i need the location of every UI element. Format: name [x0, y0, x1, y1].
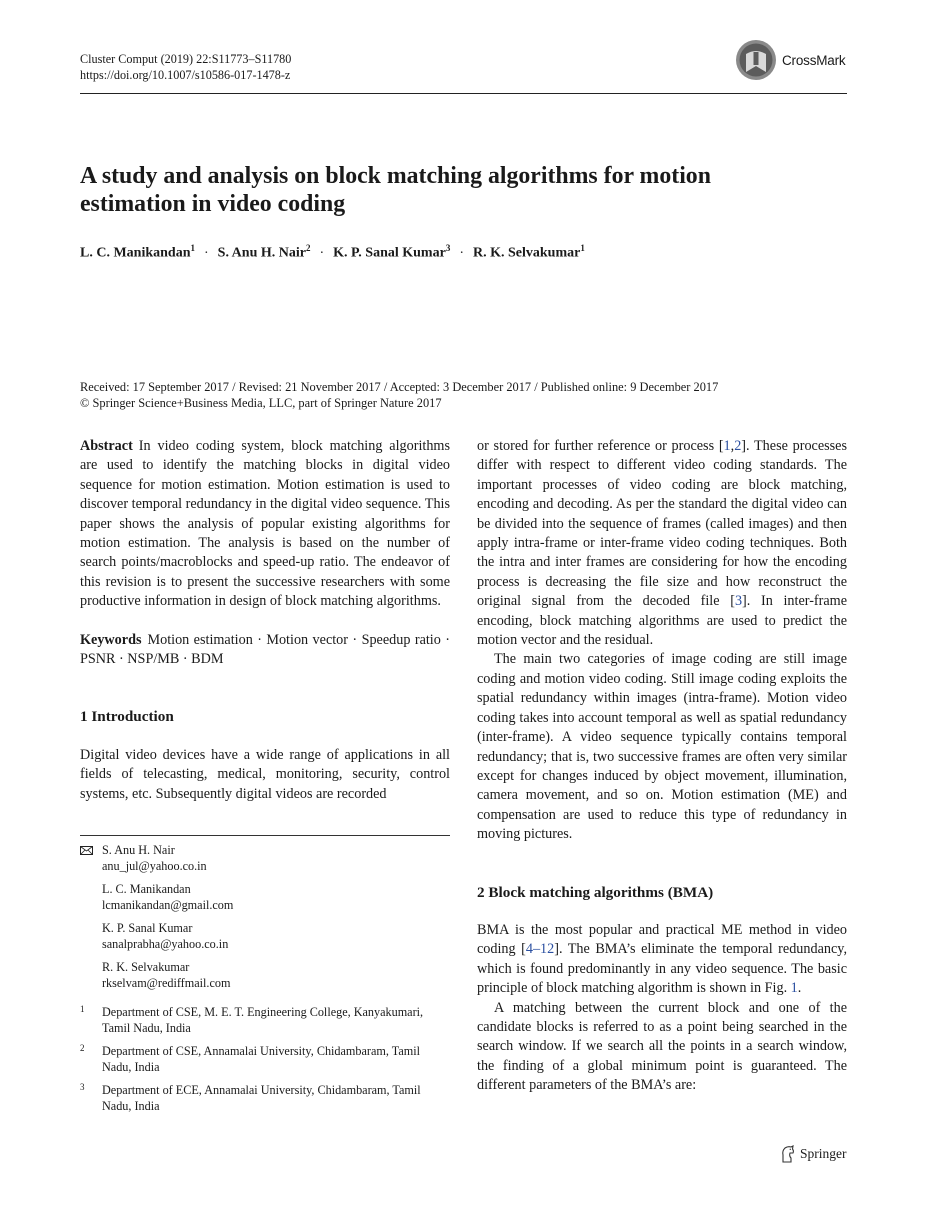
contact-name: R. K. Selvakumar [102, 960, 190, 974]
body-paragraph: The main two categories of image coding are still image coding and motion video coding. Still image coding exploits the spatial redundancy within images (intra-frame). Motion video coding takes into account temporal as well as spatial redundancy (inter-frame). A video sequence typically contains temporal redundancy; that is, two successive frames are often very similar except for changes induced by object movement, illumination, camera movement, and so on. Motion estimation (ME) and compensation are used to reduce this type of redundancy in moving pictures. [477, 651, 847, 843]
text-run: BMA is the most popular and practical ME method in video coding [ [477, 921, 847, 958]
author-affiliation: 1 [580, 243, 585, 253]
copyright-notice: © Springer Science+Business Media, LLC, part of Springer Nature 2017 [80, 396, 442, 410]
affiliation-entry [80, 1043, 450, 1075]
affiliation-list [80, 1004, 450, 1121]
citation-link[interactable]: 2 [734, 438, 742, 454]
text-run: , [730, 438, 735, 454]
author-list: L. C. Manikandan$^1$ · S. Anu H. Nair$^2$ · K. P. Sanal Kumar$^3$ · R. K. Selvakumar$^1$ [80, 243, 585, 261]
contact-email[interactable]: sanalprabha@yahoo.co.in [102, 937, 229, 951]
author-name: S. Anu H. Nair [217, 245, 306, 261]
author-name: R. K. Selvakumar [472, 245, 581, 261]
body-paragraph: A matching between the current block and one of the candidate blocks is referred to as a point being searched in the search window. If we search all the points in a search window, the finding of a global minimum point is guaranteed. The different parameters of the BMA’s are: [477, 999, 847, 1094]
contact-email[interactable]: lcmanikandan@gmail.com [102, 898, 234, 912]
section-heading: 1 Introduction [80, 708, 174, 726]
affiliation-number: 2 [80, 1043, 85, 1053]
keywords-label: Keywords [80, 631, 142, 648]
abstract-label: Abstract [80, 438, 133, 454]
contact-entry [80, 842, 450, 874]
publisher-logo-text: Springer [800, 1146, 847, 1161]
abstract-text: In video coding system, block matching algorithms are used to identify the matching blocks in digital video sequence for motion estimation. Motion estimation is used to discover temporal redundancy in the digital video sequence. This paper shows the analysis of popular existing algorithms for motion estimation. The analysis is based on the number of search points/macroblocks and speed-up ratio. The endeavor of this revision is to present the successive researchers with some productive information in design of block matching algorithms. [80, 438, 450, 610]
citation-link[interactable]: 3 [734, 593, 743, 610]
author-name: L. C. Manikandan [80, 245, 191, 261]
author-affiliation: 2 [305, 243, 311, 253]
author-affiliation: 1 [190, 243, 195, 253]
crossmark-icon[interactable] [735, 39, 777, 81]
abstract [80, 437, 450, 612]
contact-email[interactable]: anu_jul@yahoo.co.in [102, 859, 207, 873]
journal-citation: Cluster Comput (2019) 22:S11773–S11780 [80, 52, 292, 66]
citation-link[interactable]: 1 [723, 438, 731, 454]
right-column [477, 437, 847, 1096]
citation-link[interactable]: 4–12 [525, 941, 555, 958]
doi-link[interactable]: https://doi.org/10.1007/s10586-017-1478-z [80, 68, 291, 82]
affiliation-text: Department of CSE, Annamalai University, Chidambaram, Tamil Nadu, India [102, 1044, 420, 1074]
contact-list [80, 842, 450, 998]
body-paragraph [477, 921, 847, 999]
footnote-rule [80, 835, 450, 836]
author-affiliation: 3 [445, 243, 451, 253]
affiliation-entry [80, 1004, 450, 1036]
text-run: or stored for further reference or process [ [477, 438, 724, 454]
intro-paragraph: Digital video devices have a wide range of applications in all fields of telecasting, medical, monitoring, security, control systems, etc. Subsequently digital videos are recorded [80, 746, 450, 802]
contact-email[interactable]: rkselvam@rediffmail.com [102, 976, 231, 990]
left-column [80, 437, 450, 804]
contact-name: L. C. Manikandan [102, 882, 191, 896]
keywords [80, 631, 450, 670]
section-heading: 2 Block matching algorithms (BMA) [477, 883, 714, 901]
body-paragraph [477, 437, 847, 650]
contact-name: K. P. Sanal Kumar [102, 921, 193, 935]
affiliation-text: Department of CSE, M. E. T. Engineering College, Kanyakumari, Tamil Nadu, India [102, 1005, 424, 1035]
text-run: . [797, 980, 802, 997]
keywords-text: Motion estimation · Motion vector · Speedup ratio · PSNR · NSP/MB · BDM [80, 631, 450, 668]
text-run: ]. The BMA’s eliminate the temporal redundancy, which is found predominantly in any video sequence. The basic principle of block matching algorithm is shown in Fig. [477, 941, 847, 997]
header-rule [80, 93, 847, 94]
figure-link[interactable]: 1 [790, 980, 798, 997]
contact-name: S. Anu H. Nair [102, 843, 175, 857]
affiliation-number: 1 [80, 1004, 85, 1014]
text-run: ]. In inter-frame encoding, block matching algorithms are used to predict the motion vector and the residual. [477, 593, 848, 649]
paper-title: A study and analysis on block matching algorithms for motion estimation in video coding [80, 163, 711, 217]
springer-horse-icon [780, 1145, 796, 1163]
crossmark-label[interactable]: CrossMark [782, 53, 846, 68]
affiliation-text: Department of ECE, Annamalai University, Chidambaram, Tamil Nadu, India [102, 1083, 421, 1113]
contact-entry [80, 920, 450, 952]
contact-entry [80, 959, 450, 991]
envelope-icon [80, 846, 93, 855]
text-run: ]. These processes differ with respect to different video coding standards. The important processes of video coding are block matching, encoding and decoding. As per the standard the digital video can be divided into the sequence of frames (called images) and then apply intra-frame or inter-frame video coding techniques. Both the intra and inter frames are considering for how the encoding process is decreasing the file size and how reconstruct the original signal from the decoded file [ [477, 438, 847, 610]
history-dates: Received: 17 September 2017 / Revised: 21 November 2017 / Accepted: 3 December 2017 / Published online: 9 December 2017 [80, 380, 719, 394]
contact-entry [80, 881, 450, 913]
affiliation-number: 3 [80, 1082, 85, 1092]
author-name: K. P. Sanal Kumar [333, 245, 446, 261]
publication-history [80, 379, 718, 411]
affiliation-entry [80, 1082, 450, 1114]
